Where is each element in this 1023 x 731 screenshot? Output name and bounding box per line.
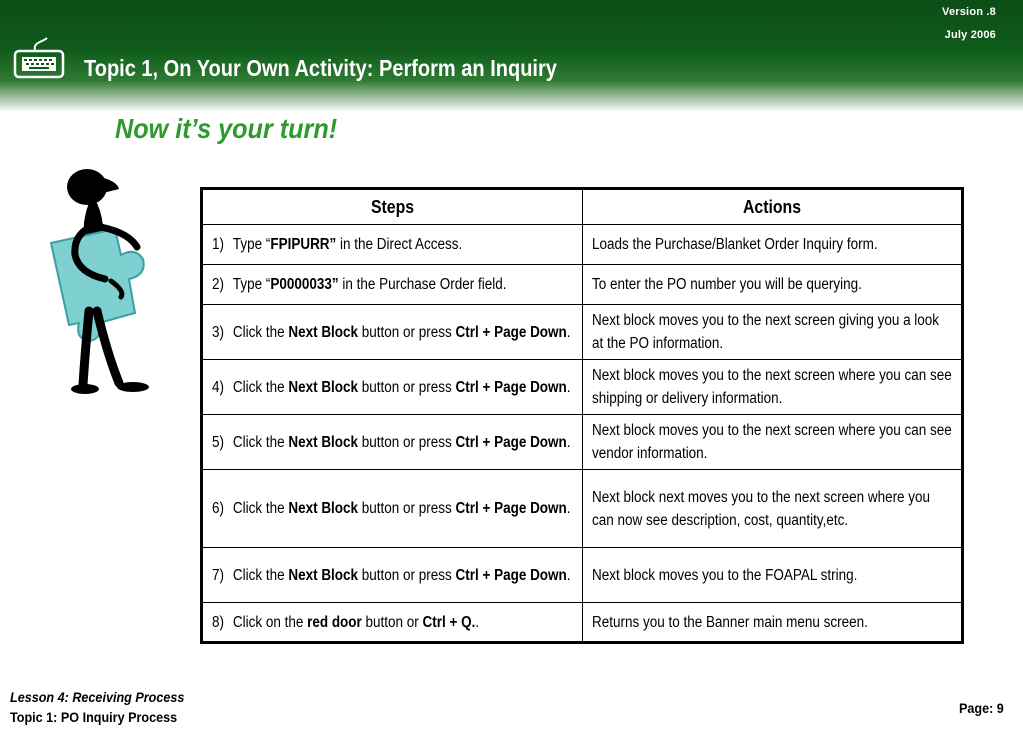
steps-header: Steps bbox=[202, 189, 583, 225]
table-row bbox=[202, 225, 963, 265]
step-number: 6) bbox=[212, 500, 225, 517]
step-number: 5) bbox=[212, 433, 225, 451]
action-cell bbox=[583, 548, 963, 603]
step-text: Type “FPIPURR” in the Direct Access. bbox=[232, 236, 463, 253]
action-cell bbox=[583, 360, 963, 415]
version-label: Version .8 bbox=[942, 6, 996, 18]
action-text: Next block moves you to the next screen where you can see shipping or delivery information. bbox=[592, 367, 952, 407]
step-number: 8) bbox=[212, 613, 225, 631]
footer-topic: Topic 1: PO Inquiry Process bbox=[10, 709, 178, 725]
step-cell bbox=[202, 603, 583, 643]
page-number: Page: 9 bbox=[959, 700, 1004, 716]
step-cell bbox=[202, 360, 583, 415]
table-row bbox=[202, 360, 963, 415]
actions-header: Actions bbox=[583, 189, 963, 225]
step-cell bbox=[202, 548, 583, 603]
action-text: Next block moves you to the FOAPAL string. bbox=[592, 566, 858, 584]
footer-lesson: Lesson 4: Receiving Process bbox=[10, 689, 185, 705]
step-text: Click the Next Block button or press Ctrl + Page Down. bbox=[232, 566, 571, 584]
table-row bbox=[202, 548, 963, 603]
page-title: Topic 1, On Your Own Activity: Perform an Inquiry bbox=[84, 55, 557, 81]
action-text: Next block moves you to the next screen giving you a look at the PO information. bbox=[592, 312, 940, 352]
step-number: 1) bbox=[212, 236, 225, 253]
action-text: Loads the Purchase/Blanket Order Inquiry form. bbox=[592, 236, 878, 253]
step-cell bbox=[202, 305, 583, 360]
step-cell bbox=[202, 265, 583, 305]
stick-figure-puzzle-icon bbox=[45, 163, 165, 403]
action-cell bbox=[583, 603, 963, 643]
action-cell bbox=[583, 305, 963, 360]
step-text: Type “P0000033” in the Purchase Order field. bbox=[232, 276, 507, 293]
action-text: Next block next moves you to the next screen where you can now see description, cost, quantity,etc. bbox=[592, 488, 931, 529]
table-row bbox=[202, 470, 963, 548]
step-number: 7) bbox=[212, 566, 225, 584]
header-banner bbox=[0, 0, 1023, 112]
table-header-row bbox=[202, 189, 963, 225]
table-row bbox=[202, 305, 963, 360]
subtitle: Now it’s your turn! bbox=[115, 113, 338, 144]
action-cell bbox=[583, 415, 963, 470]
step-text: Click the Next Block button or press Ctrl + Page Down. bbox=[232, 433, 571, 451]
keyboard-icon bbox=[13, 36, 65, 82]
action-text: To enter the PO number you will be querying. bbox=[592, 276, 862, 293]
table-row bbox=[202, 603, 963, 643]
step-cell bbox=[202, 470, 583, 548]
step-text: Click the Next Block button or press Ctrl + Page Down. bbox=[232, 323, 571, 341]
step-text: Click the Next Block button or press Ctrl + Page Down. bbox=[232, 378, 571, 396]
action-cell bbox=[583, 265, 963, 305]
steps-table bbox=[200, 187, 964, 644]
table-row bbox=[202, 265, 963, 305]
date-label: July 2006 bbox=[944, 29, 996, 41]
action-text: Next block moves you to the next screen where you can see vendor information. bbox=[592, 422, 952, 462]
step-cell bbox=[202, 415, 583, 470]
step-text: Click the Next Block button or press Ctrl + Page Down. bbox=[232, 500, 571, 517]
step-text: Click on the red door button or Ctrl + Q.. bbox=[232, 613, 480, 631]
action-cell bbox=[583, 225, 963, 265]
action-cell bbox=[583, 470, 963, 548]
step-number: 2) bbox=[212, 276, 225, 293]
action-text: Returns you to the Banner main menu screen. bbox=[592, 613, 868, 631]
step-number: 3) bbox=[212, 323, 225, 341]
step-number: 4) bbox=[212, 378, 225, 396]
table-row bbox=[202, 415, 963, 470]
step-cell bbox=[202, 225, 583, 265]
